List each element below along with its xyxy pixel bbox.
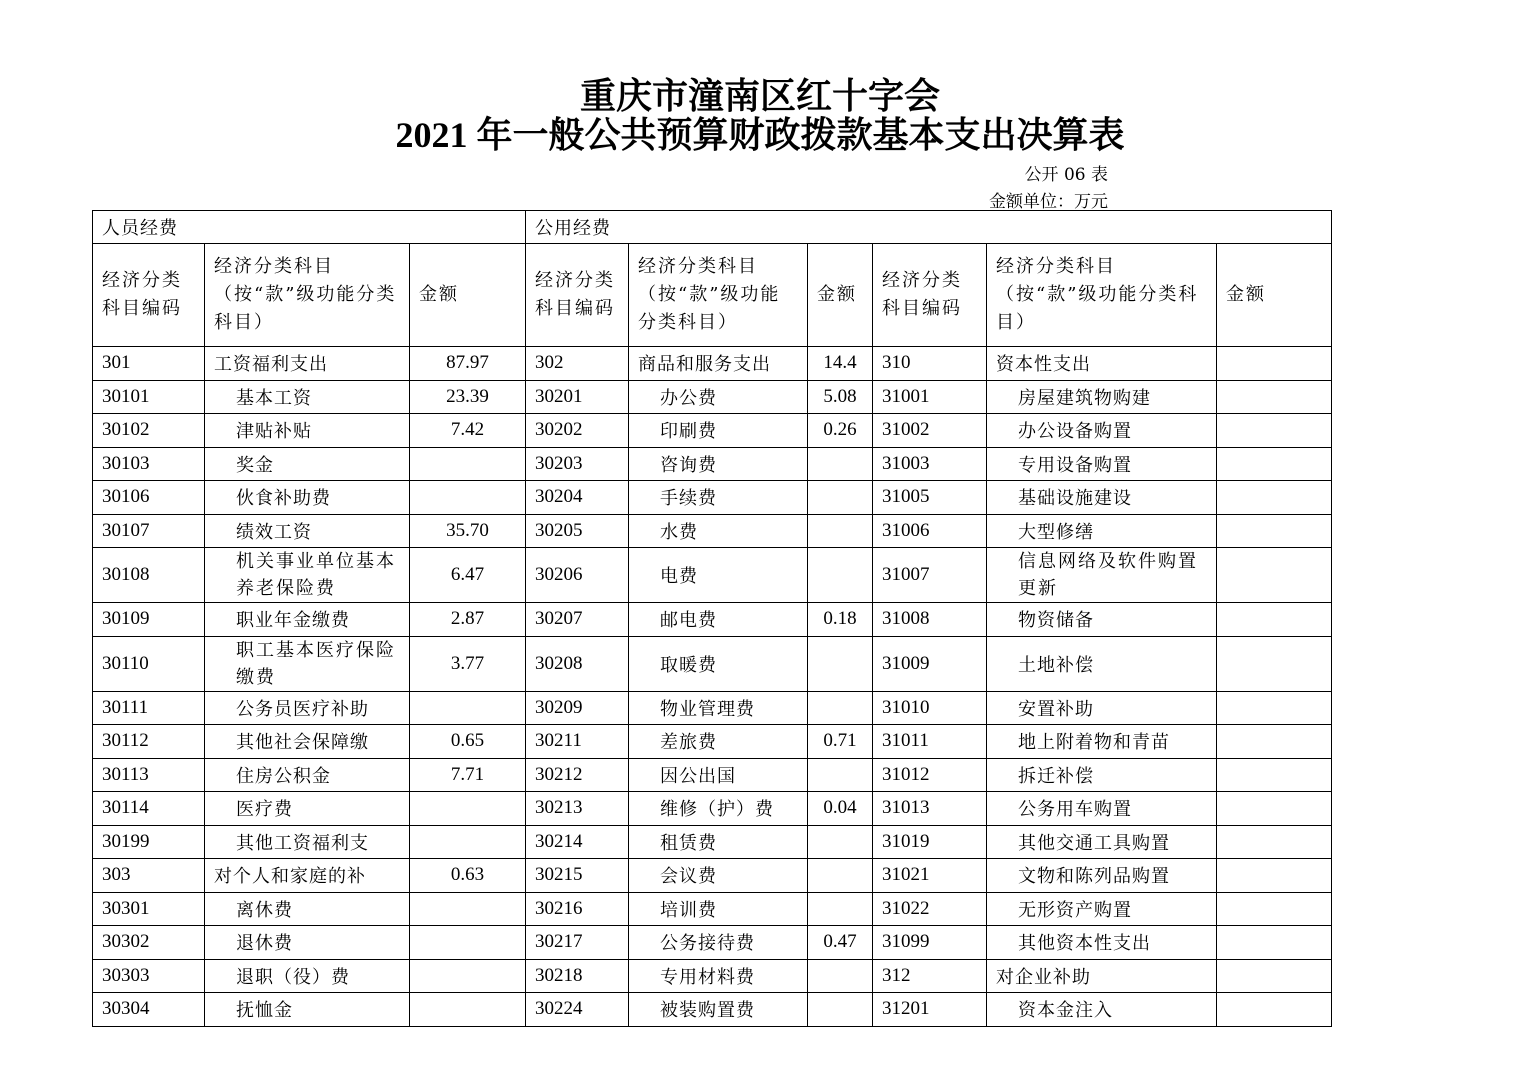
table-row	[93, 993, 1332, 1027]
cell-personnel-code: 30106	[93, 481, 205, 515]
table-row	[93, 603, 1332, 637]
cell-personnel-amount: 0.65	[410, 725, 526, 759]
cell-capital-code: 31009	[873, 636, 987, 691]
table-row	[93, 347, 1332, 381]
cell-goods-name: 公务接待费	[629, 926, 808, 960]
cell-goods-amount	[808, 825, 873, 859]
header-personnel-code: 经济分类科目编码	[93, 244, 205, 347]
cell-capital-amount	[1217, 825, 1332, 859]
cell-personnel-code: 30107	[93, 514, 205, 548]
cell-capital-name: 对企业补助	[987, 959, 1217, 993]
cell-capital-name: 资本金注入	[987, 993, 1217, 1027]
cell-personnel-code: 30109	[93, 603, 205, 637]
cell-capital-code: 31012	[873, 758, 987, 792]
cell-personnel-name: 机关事业单位基本养老保险费	[205, 548, 410, 603]
cell-personnel-name: 津贴补贴	[205, 414, 410, 448]
cell-personnel-code: 30108	[93, 548, 205, 603]
amount-unit: 金额单位：万元	[989, 192, 1108, 212]
cell-personnel-name: 职工基本医疗保险缴费	[205, 636, 410, 691]
table-number: 公开 06 表	[1024, 165, 1108, 185]
cell-personnel-code: 30113	[93, 758, 205, 792]
header-goods-name: 经济分类科目（按“款”级功能分类科目）	[629, 244, 808, 347]
cell-goods-name: 取暖费	[629, 636, 808, 691]
cell-capital-name: 专用设备购置	[987, 447, 1217, 481]
cell-goods-code: 30211	[526, 725, 629, 759]
cell-personnel-code: 30110	[93, 636, 205, 691]
cell-personnel-name: 医疗费	[205, 792, 410, 826]
cell-personnel-name: 抚恤金	[205, 993, 410, 1027]
cell-capital-code: 31011	[873, 725, 987, 759]
cell-personnel-name: 伙食补助费	[205, 481, 410, 515]
cell-capital-code: 31019	[873, 825, 987, 859]
table-row	[93, 758, 1332, 792]
cell-personnel-amount: 6.47	[410, 548, 526, 603]
cell-personnel-code: 30103	[93, 447, 205, 481]
cell-capital-amount	[1217, 691, 1332, 725]
cell-capital-amount	[1217, 447, 1332, 481]
cell-personnel-amount	[410, 691, 526, 725]
cell-personnel-name: 住房公积金	[205, 758, 410, 792]
header-personnel-amount: 金额	[410, 244, 526, 347]
table-row	[93, 892, 1332, 926]
cell-capital-name: 拆迁补偿	[987, 758, 1217, 792]
section-personnel: 人员经费	[93, 211, 526, 244]
cell-personnel-name: 绩效工资	[205, 514, 410, 548]
cell-capital-code: 31001	[873, 380, 987, 414]
cell-capital-amount	[1217, 892, 1332, 926]
cell-capital-amount	[1217, 993, 1332, 1027]
cell-goods-name: 培训费	[629, 892, 808, 926]
table-row	[93, 548, 1332, 603]
cell-capital-amount	[1217, 514, 1332, 548]
cell-goods-amount	[808, 959, 873, 993]
expenditure-table	[92, 210, 1332, 1027]
cell-capital-code: 31201	[873, 993, 987, 1027]
cell-personnel-amount: 7.71	[410, 758, 526, 792]
table-row	[93, 414, 1332, 448]
cell-capital-amount	[1217, 725, 1332, 759]
cell-capital-amount	[1217, 758, 1332, 792]
cell-personnel-amount	[410, 926, 526, 960]
cell-goods-name: 专用材料费	[629, 959, 808, 993]
cell-personnel-name: 基本工资	[205, 380, 410, 414]
cell-goods-amount	[808, 447, 873, 481]
cell-capital-name: 办公设备购置	[987, 414, 1217, 448]
cell-goods-name: 电费	[629, 548, 808, 603]
table-row	[93, 691, 1332, 725]
cell-capital-code: 31008	[873, 603, 987, 637]
cell-goods-name: 手续费	[629, 481, 808, 515]
cell-personnel-code: 30101	[93, 380, 205, 414]
cell-capital-name: 无形资产购置	[987, 892, 1217, 926]
table-row	[93, 959, 1332, 993]
cell-personnel-name: 退休费	[205, 926, 410, 960]
cell-capital-name: 公务用车购置	[987, 792, 1217, 826]
cell-goods-amount: 0.71	[808, 725, 873, 759]
cell-personnel-amount	[410, 481, 526, 515]
cell-goods-name: 租赁费	[629, 825, 808, 859]
cell-capital-amount	[1217, 380, 1332, 414]
cell-goods-code: 30204	[526, 481, 629, 515]
cell-goods-code: 30209	[526, 691, 629, 725]
cell-personnel-name: 离休费	[205, 892, 410, 926]
cell-goods-name: 水费	[629, 514, 808, 548]
column-header-row	[93, 244, 1332, 347]
cell-goods-name: 会议费	[629, 859, 808, 893]
cell-personnel-amount: 7.42	[410, 414, 526, 448]
title-line-2: 2021 年一般公共预算财政拨款基本支出决算表	[395, 115, 1125, 155]
cell-goods-code: 30207	[526, 603, 629, 637]
table-row	[93, 926, 1332, 960]
cell-capital-amount	[1217, 959, 1332, 993]
table-row	[93, 380, 1332, 414]
cell-personnel-amount: 23.39	[410, 380, 526, 414]
cell-personnel-name: 工资福利支出	[205, 347, 410, 381]
cell-goods-name: 办公费	[629, 380, 808, 414]
cell-goods-code: 30213	[526, 792, 629, 826]
cell-capital-amount	[1217, 347, 1332, 381]
table-row	[93, 725, 1332, 759]
table-row	[93, 481, 1332, 515]
cell-goods-name: 被装购置费	[629, 993, 808, 1027]
cell-capital-amount	[1217, 859, 1332, 893]
cell-goods-code: 30216	[526, 892, 629, 926]
cell-goods-name: 物业管理费	[629, 691, 808, 725]
table-row	[93, 514, 1332, 548]
cell-goods-amount: 0.47	[808, 926, 873, 960]
header-capital-amount: 金额	[1217, 244, 1332, 347]
cell-personnel-amount	[410, 892, 526, 926]
cell-goods-code: 30215	[526, 859, 629, 893]
cell-goods-code: 30205	[526, 514, 629, 548]
cell-capital-amount	[1217, 636, 1332, 691]
cell-goods-code: 302	[526, 347, 629, 381]
cell-personnel-amount: 35.70	[410, 514, 526, 548]
cell-capital-name: 其他资本性支出	[987, 926, 1217, 960]
cell-goods-amount: 5.08	[808, 380, 873, 414]
cell-goods-code: 30201	[526, 380, 629, 414]
cell-personnel-code: 30114	[93, 792, 205, 826]
cell-personnel-name: 其他工资福利支	[205, 825, 410, 859]
cell-personnel-code: 301	[93, 347, 205, 381]
cell-goods-name: 商品和服务支出	[629, 347, 808, 381]
cell-capital-code: 31003	[873, 447, 987, 481]
cell-capital-code: 312	[873, 959, 987, 993]
cell-capital-code: 31013	[873, 792, 987, 826]
cell-goods-code: 30202	[526, 414, 629, 448]
cell-goods-amount	[808, 691, 873, 725]
cell-personnel-amount: 3.77	[410, 636, 526, 691]
cell-goods-code: 30218	[526, 959, 629, 993]
cell-personnel-amount	[410, 993, 526, 1027]
cell-personnel-name: 对个人和家庭的补	[205, 859, 410, 893]
cell-personnel-code: 30301	[93, 892, 205, 926]
cell-goods-code: 30224	[526, 993, 629, 1027]
cell-personnel-amount	[410, 825, 526, 859]
cell-personnel-code: 30111	[93, 691, 205, 725]
cell-personnel-amount	[410, 792, 526, 826]
table-row	[93, 792, 1332, 826]
cell-goods-code: 30208	[526, 636, 629, 691]
cell-capital-name: 信息网络及软件购置更新	[987, 548, 1217, 603]
cell-personnel-name: 退职（役）费	[205, 959, 410, 993]
cell-goods-amount	[808, 514, 873, 548]
cell-goods-code: 30212	[526, 758, 629, 792]
cell-goods-amount	[808, 859, 873, 893]
cell-goods-amount: 14.4	[808, 347, 873, 381]
section-header-row	[93, 211, 1332, 244]
header-goods-code: 经济分类科目编码	[526, 244, 629, 347]
cell-capital-name: 地上附着物和青苗	[987, 725, 1217, 759]
cell-goods-amount	[808, 892, 873, 926]
cell-personnel-name: 其他社会保障缴	[205, 725, 410, 759]
table-row	[93, 825, 1332, 859]
header-personnel-name: 经济分类科目（按“款”级功能分类科目）	[205, 244, 410, 347]
cell-capital-amount	[1217, 926, 1332, 960]
cell-goods-code: 30203	[526, 447, 629, 481]
cell-personnel-code: 30199	[93, 825, 205, 859]
table-row	[93, 447, 1332, 481]
section-public: 公用经费	[526, 211, 1332, 244]
cell-capital-code: 31006	[873, 514, 987, 548]
cell-capital-code: 31005	[873, 481, 987, 515]
cell-goods-name: 差旅费	[629, 725, 808, 759]
cell-personnel-code: 30303	[93, 959, 205, 993]
cell-goods-amount	[808, 636, 873, 691]
cell-goods-name: 维修（护）费	[629, 792, 808, 826]
cell-capital-code: 31022	[873, 892, 987, 926]
cell-personnel-name: 奖金	[205, 447, 410, 481]
cell-goods-amount: 0.18	[808, 603, 873, 637]
cell-capital-name: 土地补偿	[987, 636, 1217, 691]
cell-personnel-code: 30102	[93, 414, 205, 448]
cell-personnel-amount: 0.63	[410, 859, 526, 893]
header-goods-amount: 金额	[808, 244, 873, 347]
cell-goods-name: 咨询费	[629, 447, 808, 481]
cell-capital-name: 资本性支出	[987, 347, 1217, 381]
cell-goods-code: 30217	[526, 926, 629, 960]
cell-capital-name: 文物和陈列品购置	[987, 859, 1217, 893]
cell-capital-name: 其他交通工具购置	[987, 825, 1217, 859]
cell-capital-code: 31021	[873, 859, 987, 893]
cell-goods-code: 30214	[526, 825, 629, 859]
cell-personnel-amount	[410, 959, 526, 993]
cell-capital-code: 31002	[873, 414, 987, 448]
cell-capital-amount	[1217, 603, 1332, 637]
cell-goods-code: 30206	[526, 548, 629, 603]
cell-personnel-code: 30302	[93, 926, 205, 960]
cell-personnel-amount: 2.87	[410, 603, 526, 637]
cell-capital-code: 31007	[873, 548, 987, 603]
cell-capital-amount	[1217, 548, 1332, 603]
cell-goods-amount	[808, 993, 873, 1027]
cell-personnel-code: 303	[93, 859, 205, 893]
cell-capital-name: 基础设施建设	[987, 481, 1217, 515]
cell-capital-code: 31010	[873, 691, 987, 725]
cell-capital-name: 物资储备	[987, 603, 1217, 637]
header-capital-name: 经济分类科目（按“款”级功能分类科目）	[987, 244, 1217, 347]
cell-personnel-amount: 87.97	[410, 347, 526, 381]
cell-goods-amount	[808, 481, 873, 515]
cell-personnel-code: 30112	[93, 725, 205, 759]
cell-goods-amount	[808, 548, 873, 603]
cell-goods-name: 印刷费	[629, 414, 808, 448]
table-row	[93, 636, 1332, 691]
cell-goods-amount: 0.04	[808, 792, 873, 826]
cell-capital-amount	[1217, 414, 1332, 448]
cell-personnel-name: 公务员医疗补助	[205, 691, 410, 725]
cell-capital-amount	[1217, 792, 1332, 826]
cell-personnel-name: 职业年金缴费	[205, 603, 410, 637]
header-capital-code: 经济分类科目编码	[873, 244, 987, 347]
cell-goods-amount: 0.26	[808, 414, 873, 448]
table-row	[93, 859, 1332, 893]
cell-personnel-code: 30304	[93, 993, 205, 1027]
cell-personnel-amount	[410, 447, 526, 481]
cell-capital-name: 大型修缮	[987, 514, 1217, 548]
cell-goods-name: 因公出国	[629, 758, 808, 792]
cell-capital-name: 房屋建筑物购建	[987, 380, 1217, 414]
cell-goods-name: 邮电费	[629, 603, 808, 637]
cell-capital-amount	[1217, 481, 1332, 515]
cell-capital-code: 310	[873, 347, 987, 381]
cell-goods-amount	[808, 758, 873, 792]
cell-capital-name: 安置补助	[987, 691, 1217, 725]
cell-capital-code: 31099	[873, 926, 987, 960]
title-line-1: 重庆市潼南区红十字会	[579, 76, 940, 116]
